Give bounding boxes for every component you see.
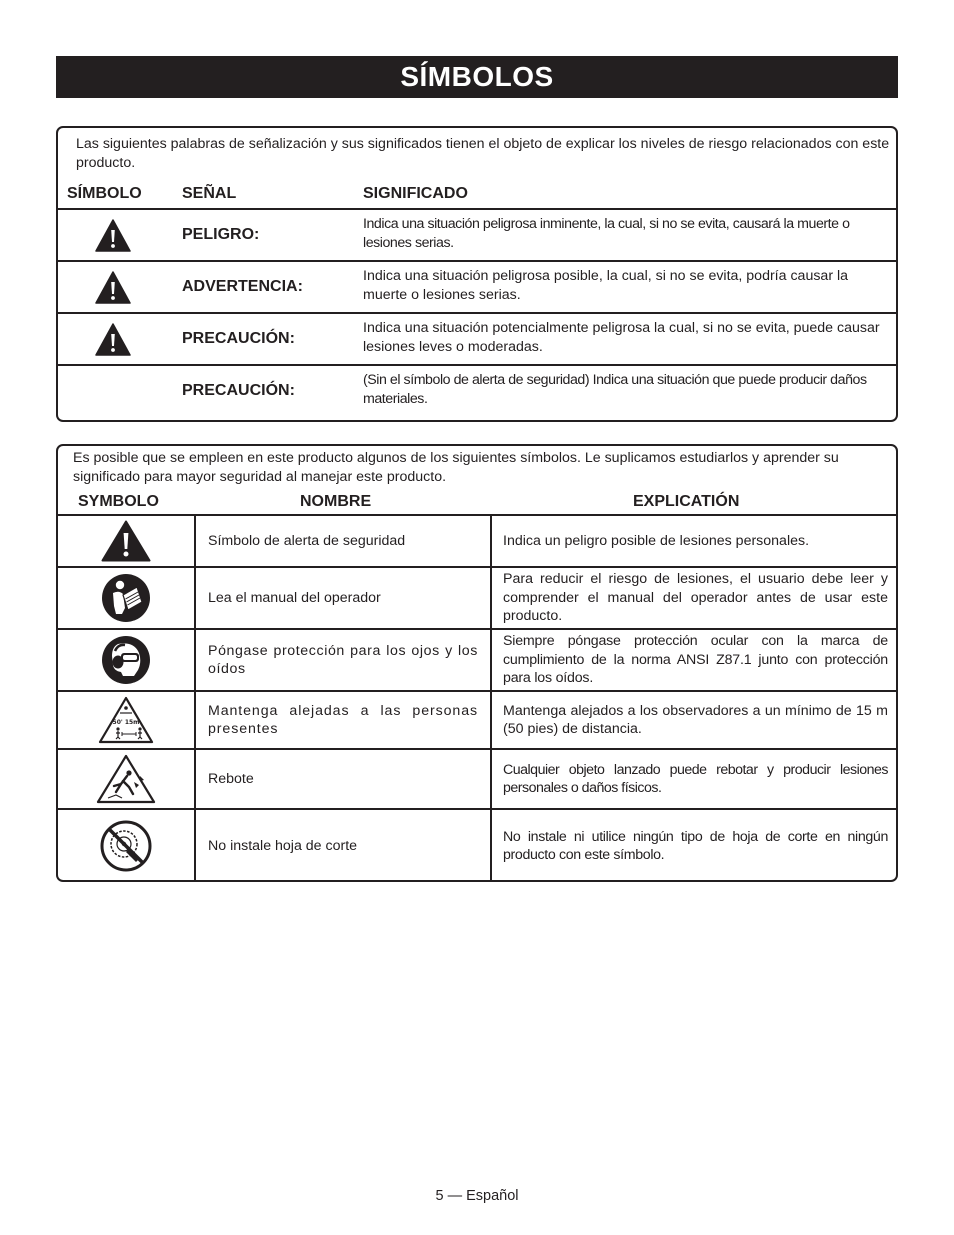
- signal-row-peligro: [58, 208, 896, 260]
- symbol-explanation: Cualquier objeto lanzado puede rebotar y producir lesiones personales o daños físicos.: [503, 761, 888, 796]
- name-cell: [196, 692, 492, 748]
- signal-meaning: Indica una situación peligrosa posible, la cual, si no se evita, podría causar la muerte o lesiones serias.: [363, 268, 849, 303]
- header-signal: SEÑAL: [182, 185, 237, 202]
- symbol-cell: [58, 568, 196, 628]
- signal-meaning: Indica una situación potencialmente peligrosa la cual, si no se evita, puede causar lesiones leves o moderadas.: [363, 320, 880, 355]
- header-symbolo: SYMBOLO: [78, 493, 159, 510]
- explanation-cell: [492, 630, 896, 690]
- symbol-name: Símbolo de alerta de seguridad: [208, 533, 406, 549]
- symbol-row-bystanders: [58, 690, 896, 748]
- symbol-cell: [58, 810, 196, 882]
- symbol-row-safety-alert: [58, 514, 896, 566]
- warning-triangle-icon: [95, 323, 131, 356]
- name-cell: [196, 630, 492, 690]
- signal-row-precaucion: [58, 312, 896, 364]
- safety-alert-icon: [101, 520, 151, 562]
- page-footer: 5 — Español: [435, 1188, 519, 1204]
- symbols-box: [56, 444, 898, 882]
- name-cell: [196, 750, 492, 808]
- symbol-cell: [58, 516, 196, 566]
- signal-row-advertencia: [58, 260, 896, 312]
- signal-word: PELIGRO:: [182, 226, 260, 243]
- symbol-row-no-blade: [58, 808, 896, 882]
- signal-word: PRECAUCIÓN:: [182, 382, 295, 399]
- bystander-distance-label: 50' 15m: [112, 719, 140, 726]
- name-cell: [196, 568, 492, 628]
- symbol-name: Lea el manual del operador: [208, 590, 381, 606]
- symbol-row-read-manual: [58, 566, 896, 628]
- warning-triangle-icon: [95, 219, 131, 252]
- signal-words-intro: Las siguientes palabras de señalización y sus significados tienen el objeto de explicar los niveles de riesgo relacionados con este producto.: [76, 136, 890, 171]
- symbol-explanation: Para reducir el riesgo de lesiones, el usuario debe leer y comprender el manual del operador antes de usar este producto.: [503, 571, 888, 625]
- symbol-explanation: Mantenga alejados a los observadores a un mínimo de 15 m (50 pies) de distancia.: [503, 702, 888, 737]
- symbol-name: No instale hoja de corte: [208, 838, 358, 854]
- no-blade-icon: [99, 819, 153, 873]
- signal-row-precaucion-no-symbol: [58, 364, 896, 416]
- header-symbol: SÍMBOLO: [67, 185, 142, 202]
- signal-meaning: Indica una situación peligrosa inminente, la cual, si no se evita, causará la muerte o lesiones serias.: [363, 216, 850, 251]
- symbol-explanation: Indica un peligro posible de lesiones personales.: [503, 532, 810, 549]
- symbol-row-ricochet: [58, 748, 896, 808]
- symbols-intro: Es posible que se empleen en este producto algunos de los siguientes símbolos. Le suplicamos estudiarlos y aprender su significado para mayor seguridad al manejar este producto.: [73, 450, 839, 485]
- signal-word: PRECAUCIÓN:: [182, 330, 295, 347]
- header-meaning: SIGNIFICADO: [363, 185, 468, 202]
- symbol-cell: [58, 750, 196, 808]
- name-cell: [196, 516, 492, 566]
- page-title: SÍMBOLOS: [56, 56, 898, 98]
- signal-meaning: (Sin el símbolo de alerta de seguridad) Indica una situación que puede producir daños materiales.: [363, 372, 867, 407]
- ricochet-icon: [96, 754, 156, 804]
- signal-words-box: [56, 126, 898, 422]
- header-nombre: NOMBRE: [300, 493, 372, 510]
- name-cell: [196, 810, 492, 882]
- explanation-cell: [492, 568, 896, 628]
- symbol-cell: [58, 630, 196, 690]
- signal-word: ADVERTENCIA:: [182, 278, 303, 295]
- symbol-name: Mantenga alejadas a las personas presentes: [208, 703, 478, 737]
- explanation-cell: [492, 810, 896, 882]
- explanation-cell: [492, 516, 896, 566]
- read-manual-icon: [101, 573, 151, 623]
- warning-triangle-icon: [95, 271, 131, 304]
- symbol-explanation: Siempre póngase protección ocular con la marca de cumplimiento de la norma ANSI Z87.1 junto con protección para los oídos.: [503, 633, 888, 687]
- symbol-explanation: No instale ni utilice ningún tipo de hoja de corte en ningún producto con este símbolo.: [503, 828, 888, 863]
- symbol-name: Póngase protección para los ojos y los oídos: [208, 643, 478, 677]
- symbol-cell: [58, 692, 196, 748]
- keep-bystanders-away-icon: [98, 696, 154, 744]
- header-explicacion: EXPLICATIÓN: [633, 493, 740, 510]
- symbol-row-eye-ear-protection: [58, 628, 896, 690]
- eye-ear-protection-icon: [101, 635, 151, 685]
- explanation-cell: [492, 692, 896, 748]
- symbol-name: Rebote: [208, 771, 254, 787]
- explanation-cell: [492, 750, 896, 808]
